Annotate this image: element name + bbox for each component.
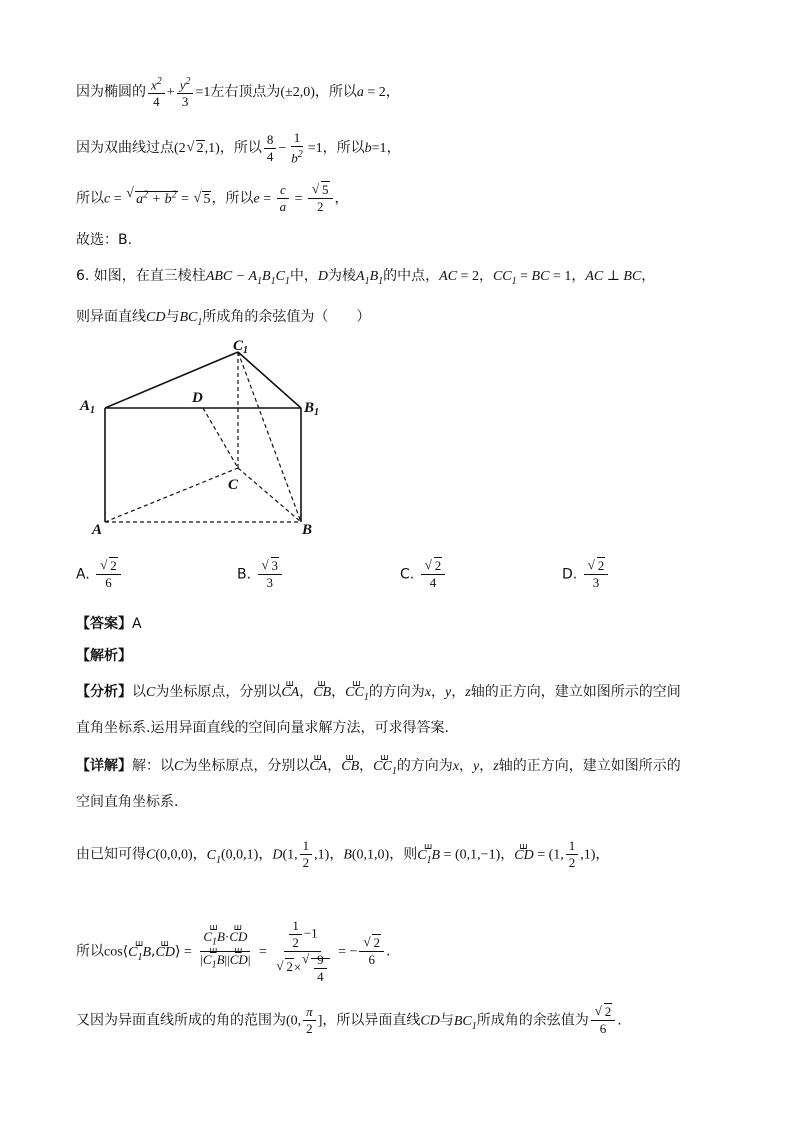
fraction (584, 558, 609, 591)
text: ，所以 (322, 140, 365, 157)
text: 为棱 (328, 268, 357, 284)
text: 解：以 (132, 758, 174, 774)
label-b: B (302, 522, 313, 538)
analysis-tag: 【解析】 (76, 648, 132, 664)
label-a1: $A_1$ (80, 398, 96, 416)
text: 轴的正方向，建立如图所示的 (498, 758, 681, 774)
fraction: √ $\frac{5}{2}$ (308, 182, 333, 215)
fraction: √ $\frac{2}{6}$ (359, 935, 384, 968)
text: 所成角的余弦值为（ ） (202, 309, 371, 325)
edge-c1-b1 (238, 352, 301, 408)
line-choose-b (76, 230, 132, 250)
label-c: C (228, 477, 239, 493)
xiangjie-line2 (76, 792, 178, 812)
choice-letter: A. (76, 566, 90, 583)
text: ，所以异面直线 (322, 1012, 421, 1029)
text: 空间直角坐标系. (76, 794, 179, 810)
fraction: $\frac{\pi}{2}$ (303, 1004, 316, 1037)
xiangjie-tag: 【详解】 (76, 758, 132, 774)
edge-c-b (238, 468, 301, 522)
choice-letter: D. (562, 566, 578, 583)
analysis-heading (76, 646, 132, 666)
text: 因为双曲线过点 (76, 140, 174, 157)
text: 因为椭圆的 (76, 84, 146, 101)
text: ，则 (389, 846, 418, 863)
fraction: $\frac{y^2}{3}$ (177, 74, 194, 110)
coordinates-line: 由已知可得C(0,0,0)，$C_1(0,0,1)$，D(1, $\frac{1}{2}$ ,1)，B(0,1,0)，则ꟺ $C_1B = (0,1,-1)$，ꟺ CD = (1, $\frac{1}{2}$ ,1)， (76, 838, 609, 871)
answer-tag: 【答案】 (76, 616, 132, 632)
line-ellipse: 因为椭圆的 $\frac{x^2}{4}$ + $\frac{y^2}{3}$ =1左右顶点为(±2,0)，所以a = 2， (76, 76, 400, 110)
final-line: 又因为异面直线所成的角的范围为(0, $\frac{\pi}{2}$ ]，所以异面直线CD与$BC_1$所成角的余弦值为 √ $\frac{2}{6}$ . (76, 1004, 622, 1037)
fraction: ꟺ $\frac{C_1B\cdot ꟺ CD}{|ꟺ C_1B||ꟺ CD|}$ (197, 929, 253, 973)
text: 为坐标原点，分别以 (155, 684, 282, 700)
fraction (258, 558, 283, 591)
label-b1: $B_1$ (304, 400, 320, 418)
fraction: √ $\frac{2}{6}$ (591, 1004, 616, 1037)
text: 与 (165, 309, 180, 325)
choice-num: 2 (434, 558, 442, 573)
choice-den: 3 (266, 575, 274, 590)
fenxi-line2 (76, 718, 449, 738)
line-eccentricity: 所以c = √ $a^2 + b^2$ = √ 5，所以e = $\frac{c}{a}$ = √ $\frac{5}{2}$ ， (76, 182, 349, 215)
fraction: $\frac{1}{2}$ −1 √ 2× √ $\frac{9}{4}$ (272, 918, 332, 985)
text: 故选：B. (76, 232, 133, 248)
text: 6. 如图，在直三棱柱 (76, 268, 206, 284)
choice-den: 6 (105, 575, 112, 590)
cos-line: 所以cos⟨ꟺ $C_1B,ꟺ$ CD⟩ = ꟺ $\frac{C_1B\cdot ꟺ CD}{|ꟺ C_1B||ꟺ CD|}$ = $\frac{1}{2}$ −1 √ 2× √ $\frac{9}{4}$ = − √ $\frac{2}{6}$ . (76, 918, 390, 985)
label-d: D (192, 390, 203, 406)
choice-c[interactable] (400, 558, 447, 591)
fraction (421, 558, 446, 591)
question-6-line1: 6. 如图，在直三棱柱ABC − $A_1B_1C_1$中，D为棱$A_1B_1$的中点，AC = 2，$CC_1$ = BC = 1，AC ⊥ BC， (76, 268, 656, 287)
segment-d-c (203, 408, 238, 468)
text: 为坐标原点，分别以 (183, 758, 310, 774)
answer-value: A (132, 616, 142, 632)
text: ，所以 (219, 140, 262, 157)
fraction: $\frac{1}{2}$ (300, 838, 313, 871)
xiangjie-line1: 【详解】解：以C为坐标原点，分别以ꟺ CA，ꟺ CB，ꟺ $CC_1$的方向为x，y，z轴的正方向，建立如图所示的 (76, 756, 681, 782)
fraction: $\frac{1}{2}$ (566, 838, 579, 871)
choice-num: 3 (271, 558, 279, 573)
edge-a-c (105, 468, 238, 522)
text: 又因为异面直线所成的角的范围为 (76, 1012, 286, 1029)
choice-a[interactable] (76, 558, 123, 591)
text: ，所以 (314, 84, 357, 101)
text: 由已知可得 (76, 846, 146, 863)
text: ，所以 (211, 190, 254, 207)
choice-b[interactable] (237, 558, 284, 591)
choice-num: 2 (597, 558, 605, 573)
prism-figure (78, 338, 338, 538)
answer-line (76, 614, 142, 634)
fenxi-line1: 【分析】以C为坐标原点，分别以ꟺ CA，ꟺ CB，ꟺ $CC_1$的方向为x，y，z轴的正方向，建立如图所示的空间 (76, 682, 681, 708)
label-c1: $C_1$ (233, 338, 249, 356)
choice-den: 4 (429, 575, 437, 590)
text: 则异面直线 (76, 309, 146, 325)
text: 轴的正方向，建立如图所示的空间 (470, 684, 681, 700)
choice-d[interactable] (562, 558, 610, 591)
segment-c1-b (238, 352, 301, 522)
choice-den: 3 (592, 575, 600, 590)
choice-num: 2 (110, 558, 117, 573)
fenxi-tag: 【分析】 (76, 684, 132, 700)
text: 直角坐标系.运用异面直线的空间向量求解方法，可求得答案. (76, 720, 449, 736)
text: 所以 (76, 943, 104, 960)
fraction: $\frac{x^2}{4}$ (148, 74, 165, 110)
fraction: $\frac{1}{b^2}$ (291, 130, 303, 166)
text: 的方向为 (396, 758, 453, 774)
choice-letter: C. (400, 566, 415, 583)
line-hyperbola: 因为双曲线过点(2√ 2,1)，所以 $\frac{8}{4}$ − $\frac{1}{b^2}$ =1，所以b=1， (76, 130, 401, 166)
fraction: $\frac{8}{4}$ (264, 132, 277, 165)
text: 与 (439, 1012, 454, 1029)
text: 所以 (76, 190, 104, 207)
text: 左右顶点为 (210, 84, 281, 101)
choice-letter: B. (237, 566, 252, 583)
text: 的方向为 (368, 684, 425, 700)
fraction (96, 558, 121, 591)
text: 所成角的余弦值为 (476, 1012, 589, 1029)
edge-a1-c1 (105, 352, 238, 408)
label-a: A (92, 522, 103, 538)
fraction: $\frac{c}{a}$ (277, 182, 290, 215)
text: 中， (289, 268, 318, 284)
question-6-line2: 则异面直线CD与$BC_1$所成角的余弦值为（ ） (76, 309, 371, 328)
text: 的中点， (383, 268, 440, 284)
text: 以 (132, 684, 146, 700)
